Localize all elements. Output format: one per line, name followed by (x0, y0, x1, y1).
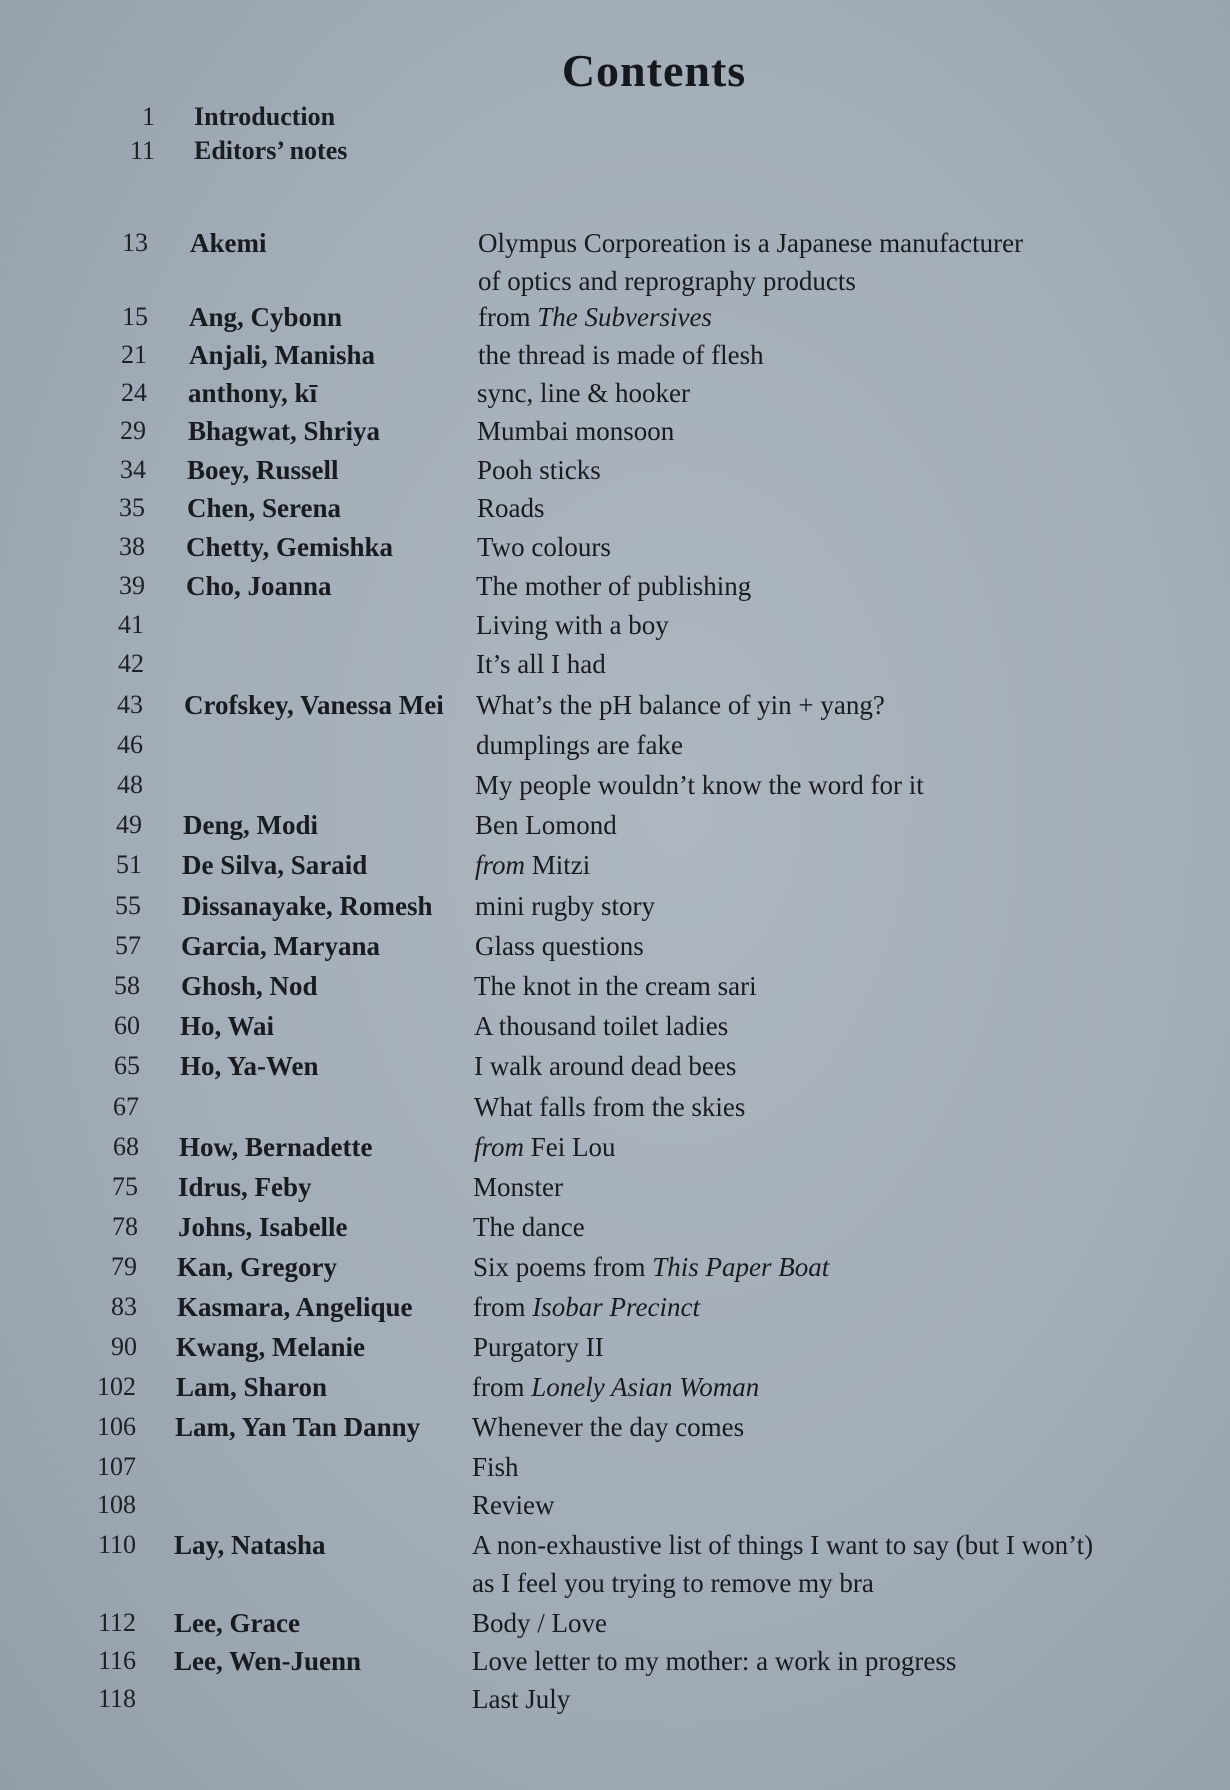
work-title (473, 1172, 563, 1203)
work-title (477, 416, 674, 447)
page-number: 90 (111, 1332, 137, 1361)
page-number: 41 (118, 610, 144, 639)
page-title: Contents (561, 45, 747, 96)
work-title-text: The knot in the cream sari (474, 971, 757, 1001)
work-title-text: Love letter to my mother: a work in progress (472, 1646, 957, 1676)
author-name: Ho, Wai (180, 1011, 275, 1041)
page-number: 58 (114, 971, 140, 1000)
work-title (474, 971, 757, 1002)
work-title-text: Last July (472, 1684, 571, 1714)
work-title (472, 1530, 1093, 1561)
work-title (474, 1011, 728, 1042)
page-number: 49 (116, 810, 142, 839)
page-number: 112 (97, 1608, 136, 1637)
work-title-text: Two colours (477, 532, 611, 562)
work-title-text: Olympus Corporeation is a Japanese manufacturer (478, 228, 1024, 258)
page-number: 29 (120, 416, 146, 445)
work-title (478, 340, 764, 371)
author-name: Cho, Joanna (186, 571, 332, 601)
work-title (472, 1490, 554, 1521)
author-name: Ang, Cybonn (189, 302, 343, 332)
work-title (475, 850, 590, 881)
work-title-text: My people wouldn’t know the word for it (475, 770, 924, 800)
work-title-prefix: from (473, 1292, 533, 1322)
page-number: 106 (97, 1412, 136, 1441)
page-number: 83 (111, 1292, 137, 1321)
work-title-text: The dance (473, 1212, 585, 1242)
work-title (472, 1412, 744, 1443)
work-title-text: Roads (477, 493, 545, 523)
page-number: 24 (121, 378, 147, 407)
page-number: 15 (122, 302, 148, 331)
work-title-italic-prefix: from (474, 1132, 525, 1162)
work-title-prefix: from (472, 1372, 532, 1402)
author-name: Lee, Grace (174, 1608, 300, 1638)
work-title (473, 1212, 585, 1243)
work-title-text: It’s all I had (476, 649, 606, 679)
page-number: 55 (115, 891, 141, 920)
page-number: 21 (121, 340, 147, 369)
work-title-text: Ben Lomond (475, 810, 617, 840)
work-title (473, 1332, 604, 1363)
work-title-text: the thread is made of flesh (478, 340, 764, 370)
work-title-text: Living with a boy (476, 610, 669, 640)
work-title (477, 532, 611, 563)
author-name: Deng, Modi (183, 810, 318, 840)
author-name: Dissanayake, Romesh (182, 891, 433, 921)
author-name: Kwang, Melanie (176, 1332, 365, 1362)
author-name: Anjali, Manisha (189, 340, 376, 370)
front-matter-label: Introduction (194, 102, 336, 131)
author-name: Lam, Yan Tan Danny (175, 1412, 421, 1442)
page-number: 75 (112, 1172, 138, 1201)
page-number: 57 (115, 931, 141, 960)
work-title (475, 770, 924, 801)
page-number: 48 (117, 770, 143, 799)
work-title-text: Whenever the day comes (472, 1412, 745, 1442)
work-title-italic: Isobar Precinct (532, 1292, 700, 1322)
page-number: 42 (118, 649, 144, 678)
work-title-text: A non-exhaustive list of things I want to say (but I won’t) (472, 1530, 1094, 1560)
work-title-text: Review (472, 1490, 555, 1520)
page-number: 67 (113, 1092, 139, 1121)
work-title (476, 610, 669, 641)
page-number: 60 (114, 1011, 140, 1040)
author-name: Crofskey, Vanessa Mei (184, 690, 444, 720)
work-title-text: The mother of publishing (476, 571, 752, 601)
author-name: How, Bernadette (179, 1132, 373, 1162)
work-title-prefix: Six poems from (473, 1252, 653, 1282)
work-title (472, 1372, 759, 1403)
page-number: 79 (111, 1252, 137, 1281)
author-name: Lam, Sharon (176, 1372, 328, 1402)
work-title (478, 302, 712, 333)
work-title-text: dumplings are fake (476, 730, 683, 760)
work-title (472, 1684, 570, 1715)
work-title-text: What’s the pH balance of yin + yang? (476, 690, 885, 720)
work-title (475, 810, 617, 841)
work-title (477, 493, 545, 524)
front-matter-label: Editors’ notes (194, 136, 348, 165)
page-number: 118 (97, 1684, 136, 1713)
page-number: 51 (116, 850, 142, 879)
work-title (476, 649, 606, 680)
author-name: Bhagwat, Shriya (188, 416, 381, 446)
page-number: 13 (122, 228, 148, 257)
work-title (474, 1092, 745, 1123)
work-title-italic: Lonely Asian Woman (531, 1372, 760, 1402)
author-name: Kasmara, Angelique (177, 1292, 413, 1322)
work-title-text: sync, line & hooker (477, 378, 690, 408)
author-name: Lee, Wen-Juenn (174, 1646, 362, 1676)
page-number: 68 (113, 1132, 139, 1161)
work-title-text: mini rugby story (475, 891, 655, 921)
work-title-text: Glass questions (475, 931, 644, 961)
page-number: 35 (119, 493, 145, 522)
work-title (476, 690, 885, 721)
work-title (474, 1132, 616, 1163)
page-number: 46 (117, 730, 143, 759)
page-number: 65 (114, 1051, 140, 1080)
work-title (475, 931, 644, 962)
author-name: Ho, Ya-Wen (180, 1051, 319, 1081)
author-name: Idrus, Feby (178, 1172, 312, 1202)
page-number: 39 (119, 571, 145, 600)
author-name: Lay, Natasha (174, 1530, 326, 1560)
author-name: Johns, Isabelle (178, 1212, 348, 1242)
author-name: De Silva, Saraid (182, 850, 368, 880)
author-name: Boey, Russell (187, 455, 339, 485)
work-title-continuation: of optics and reprography products (478, 266, 856, 296)
work-title-continuation: as I feel you trying to remove my bra (472, 1568, 874, 1598)
page-number: 11 (129, 136, 155, 165)
work-title (476, 730, 683, 761)
author-name: Kan, Gregory (177, 1252, 337, 1282)
work-title (472, 1646, 956, 1677)
work-title-text: Fish (472, 1452, 519, 1482)
work-title (472, 1452, 519, 1483)
work-title (472, 1608, 607, 1639)
page-number: 116 (97, 1646, 136, 1675)
work-title-suffix: Mitzi (525, 850, 591, 880)
page-number: 43 (117, 690, 143, 719)
work-title-italic: The Subversives (537, 302, 712, 332)
author-name: Ghosh, Nod (181, 971, 318, 1001)
page-number: 78 (112, 1212, 138, 1241)
author-name: Chen, Serena (187, 493, 342, 523)
page-number: 102 (97, 1372, 136, 1401)
page-number: 108 (97, 1490, 136, 1519)
work-title-italic-prefix: from (475, 850, 526, 880)
work-title (476, 571, 751, 602)
work-title (477, 378, 690, 409)
work-title (477, 455, 601, 486)
page-number: 1 (142, 102, 155, 131)
work-title-italic: This Paper Boat (652, 1252, 830, 1282)
page-number: 110 (97, 1530, 136, 1559)
work-title-text: What falls from the skies (474, 1092, 746, 1122)
work-title (473, 1292, 700, 1323)
author-name: Garcia, Maryana (181, 931, 380, 961)
work-title-text: A thousand toilet ladies (474, 1011, 729, 1041)
author-name: anthony, kī (188, 378, 318, 408)
page-number: 38 (119, 532, 145, 561)
work-title-prefix: from (478, 302, 538, 332)
work-title-text: Pooh sticks (477, 455, 601, 485)
work-title-text: Monster (473, 1172, 563, 1202)
work-title (475, 891, 655, 922)
work-title-text: Mumbai monsoon (477, 416, 675, 446)
work-title-suffix: Fei Lou (524, 1132, 616, 1162)
page-number: 34 (120, 455, 146, 484)
work-title (474, 1051, 736, 1082)
work-title (478, 228, 1023, 259)
author-name: Akemi (190, 228, 267, 258)
author-name: Chetty, Gemishka (186, 532, 394, 562)
page-number: 107 (97, 1452, 136, 1481)
work-title-text: Body / Love (472, 1608, 607, 1638)
work-title-text: I walk around dead bees (474, 1051, 737, 1081)
work-title-text: Purgatory II (473, 1332, 604, 1362)
work-title (473, 1252, 829, 1283)
